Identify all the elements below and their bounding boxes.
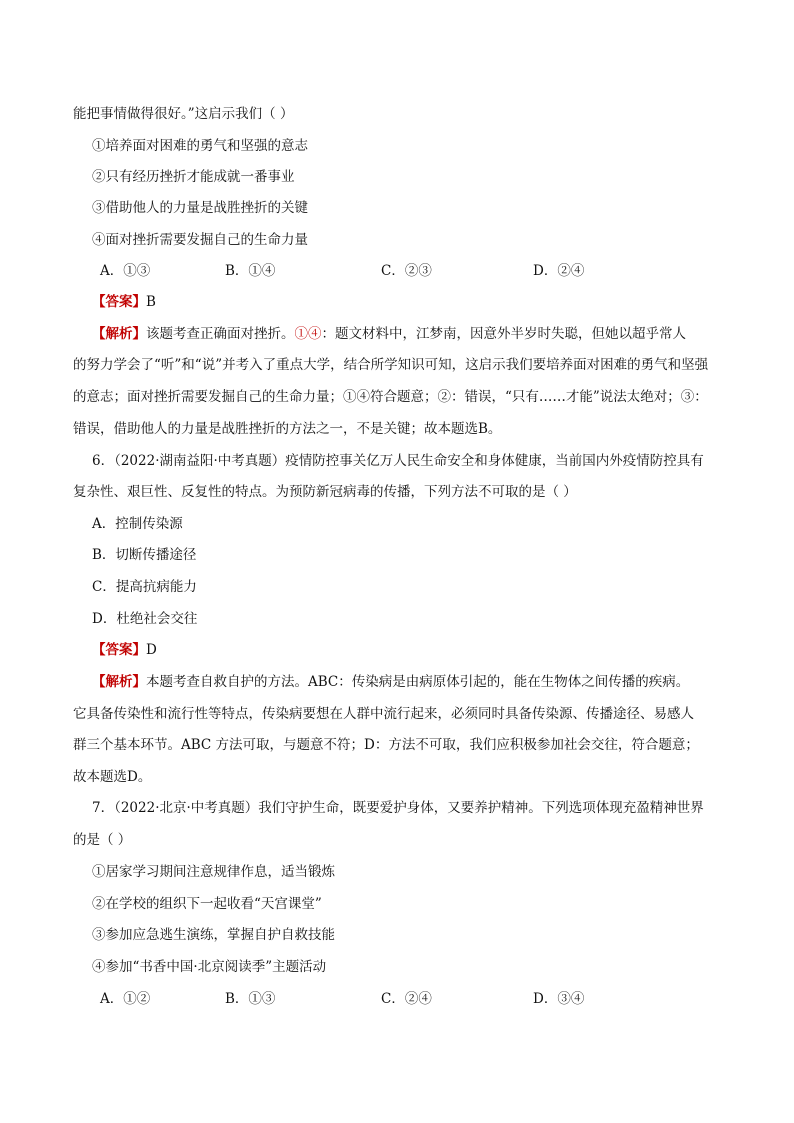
q7-option-d: D．③④ — [533, 991, 585, 1007]
q6-option-a: A．控制传染源 — [92, 516, 183, 532]
q5-item-1: ①培养面对困难的勇气和坚强的意志 — [92, 138, 308, 154]
q6-option-d: D．杜绝社会交往 — [92, 611, 198, 627]
q7-option-c: C．②④ — [381, 991, 432, 1007]
q7-stem-line-1: 7．（2022·北京·中考真题）我们守护生命，既要爱护身体，又要养护精神。下列选项体现充盈精神世界 — [92, 800, 704, 816]
q6-analysis-line-2: 它具备传染性和流行性等特点，传染病要想在人群中流行起来，必须同时具备传染源、传播途径、易感人 — [73, 706, 694, 722]
q6-analysis-line-3: 群三个基本环节。ABC 方法可取，与题意不符；D：方法不可取，我们应积极参加社会交往，符合题意； — [73, 737, 699, 753]
analysis-text: ：题文材料中，江梦南，因意外半岁时失聪，但她以超乎常人 — [321, 326, 686, 342]
q5-analysis-line-4: 错误，借助他人的力量是战胜挫折的方法之一，不是关键；故本题选B。 — [73, 421, 502, 437]
q6-analysis-line-4: 故本题选D。 — [73, 769, 152, 785]
q6-stem-line-1: 6．（2022·湖南益阳·中考真题）疫情防控事关亿万人民生命安全和身体健康，当前国内外疫情防控具有 — [92, 453, 704, 469]
q5-item-4: ④面对挫折需要发掘自己的生命力量 — [92, 232, 308, 248]
q7-item-3: ③参加应急逃生演练，掌握自护自救技能 — [92, 927, 335, 943]
q5-item-3: ③借助他人的力量是战胜挫折的关键 — [92, 200, 308, 216]
analysis-mark: ①④ — [294, 326, 322, 342]
q5-analysis-line-1 — [92, 324, 686, 344]
q7-item-4: ④参加“书香中国·北京阅读季”主题活动 — [92, 959, 327, 975]
q5-answer — [92, 292, 156, 312]
q6-analysis-line-1 — [92, 672, 689, 692]
q5-option-d: D．②④ — [533, 263, 585, 279]
analysis-text: 本题考查自救自护的方法。ABC：传染病是由病原体引起的，能在生物体之间传播的疾病。 — [146, 674, 690, 690]
q6-option-b: B．切断传播途径 — [92, 547, 197, 563]
answer-label: 【答案】 — [92, 642, 146, 658]
q5-option-c: C．②③ — [381, 263, 432, 279]
answer-value: B — [146, 294, 156, 310]
analysis-intro: 该题考查正确面对挫折。 — [146, 326, 295, 342]
q7-item-2: ②在学校的组织下一起收看“天宫课堂” — [92, 896, 322, 912]
q6-stem-line-2: 复杂性、艰巨性、反复性的特点。为预防新冠病毒的传播，下列方法不可取的是（ ） — [73, 484, 577, 500]
q5-option-b: B．①④ — [225, 263, 276, 279]
q6-option-c: C．提高抗病能力 — [92, 579, 197, 595]
answer-label: 【答案】 — [92, 294, 146, 310]
q5-analysis-line-3: 的意志；面对挫折需要发掘自己的生命力量；①④符合题意；②：错误，“只有……才能”说法太绝对；③： — [73, 389, 708, 405]
q7-option-b: B．①③ — [225, 991, 276, 1007]
q5-stem-tail: 能把事情做得很好。”这启示我们（ ） — [73, 106, 294, 122]
answer-value: D — [146, 642, 157, 658]
analysis-label: 【解析】 — [92, 326, 146, 342]
q5-option-a: A．①③ — [100, 263, 151, 279]
q5-item-2: ②只有经历挫折才能成就一番事业 — [92, 169, 295, 185]
q7-stem-line-2: 的是（ ） — [73, 832, 132, 848]
q7-item-1: ①居家学习期间注意规律作息，适当锻炼 — [92, 864, 335, 880]
q7-option-a: A．①② — [100, 991, 151, 1007]
analysis-label: 【解析】 — [92, 674, 146, 690]
q6-answer — [92, 640, 157, 660]
q5-analysis-line-2: 的努力学会了“听”和“说”并考入了重点大学，结合所学知识可知，这启示我们要培养面对困难的勇气和坚强 — [73, 357, 709, 373]
